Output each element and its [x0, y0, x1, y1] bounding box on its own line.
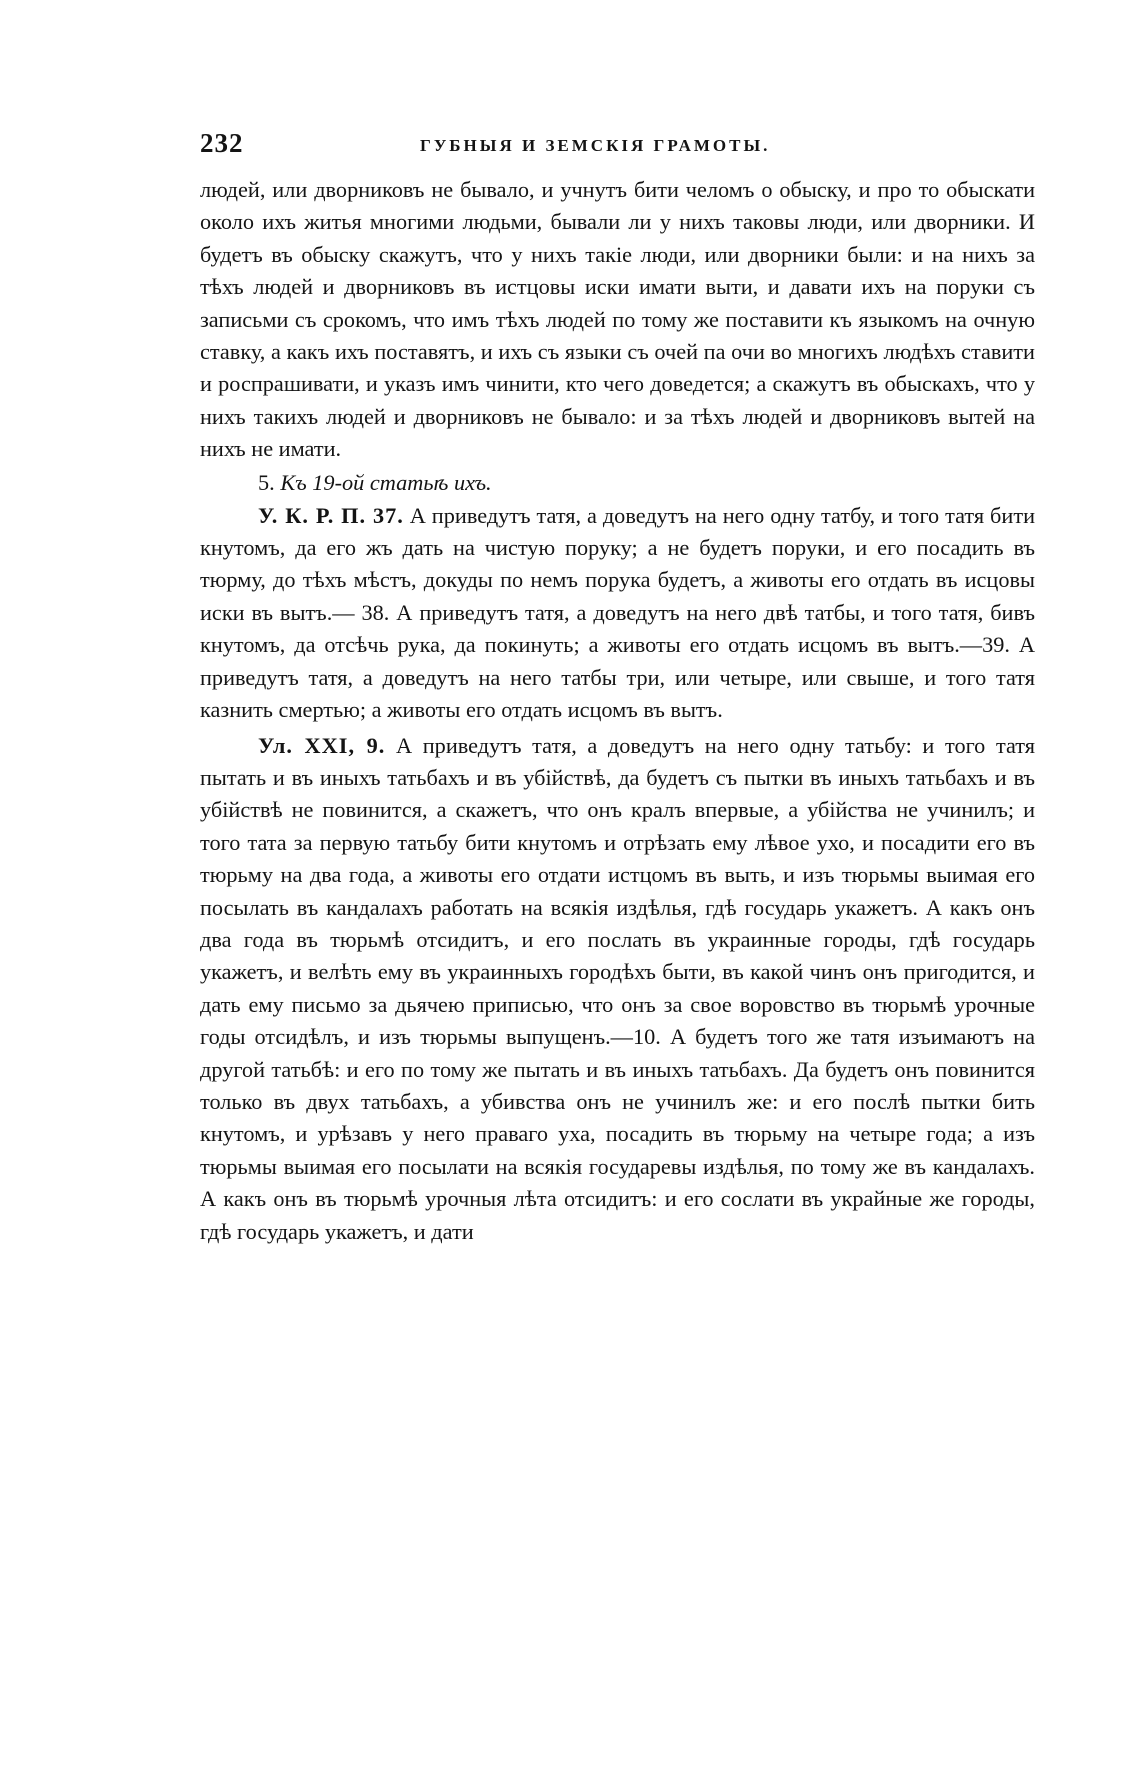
reference-ukrp: У. К. Р. П. 37. [258, 502, 404, 528]
paragraph-ukrp [200, 500, 1035, 727]
page-header [200, 128, 1035, 168]
book-page [200, 128, 1035, 1248]
paragraph-continuation: людей, или дворниковъ не бывало, и учнутъ бити челомъ о обыску, и про то обыскати около ихъ житья многими людьми, бывали ли у нихъ таковы люди, или дворники. И будетъ въ обыску скажутъ, что у нихъ такіе люди, или дворники были: и на нихъ за тѣхъ людей и дворниковъ въ истцовы иски имати выти, и давати ихъ на поруки съ записьми съ срокомъ, что имъ тѣхъ людей по тому же поставити къ языкомъ на очную ставку, а какъ ихъ поставятъ, и ихъ съ языки съ очей па очи во многихъ людѣхъ ставити и роспрашивати, и указъ имъ чинити, кто чего доведется; а скажутъ въ обыскахъ, что у нихъ такихъ людей и дворниковъ не бывало: и за тѣхъ людей и дворниковъ вытей на нихъ не имати. [200, 177, 1035, 462]
paragraph-ulozhenie [200, 730, 1035, 1249]
paragraph-ukrp-text: А приведутъ татя, а доведутъ на него одну татбу, и того татя бити кнутомъ, да его жъ дать на чистую поруку; а не будетъ поруки, и его посадить въ тюрму, до тѣхъ мѣстъ, докуды по немъ порука будетъ, а животы его отдать въ исцовы иски въ вытъ.— 38. А приведутъ татя, а доведутъ на него двѣ татбы, и того татя, бивъ кнутомъ, да отсѣчь рука, да покинуть; а животы его отдать исцомъ въ вытъ.—39. А приведутъ татя, а доведутъ на него татбы три, или четыре, или свыше, и того татя казнить смертью; а животы его отдать исцомъ въ вытъ. [200, 502, 1035, 723]
paragraph-ulozhenie-text: А приведутъ татя, а доведутъ на него одну татьбу: и того татя пытать и въ иныхъ татьбахъ и въ убійствѣ, да будетъ съ пытки въ иныхъ татьбахъ и въ убійствѣ не повинится, а скажетъ, что онъ кралъ впервые, а убійства не учинилъ; и того тата за первую татьбу бити кнутомъ и отрѣзать ему лѣвое ухо, и посадити его въ тюрьму на два года, а животы его отдати истцомъ въ выть, и изъ тюрьмы выимая его посылать въ кандалахъ работать на всякія издѣлья, гдѣ государь укажетъ. А какъ онъ два года въ тюрьмѣ отсидитъ, и его послать въ украинные городы, гдѣ государь укажетъ, и велѣть ему въ украинныхъ городѣхъ быти, въ какой чинъ онъ пригодится, и дать ему письмо за дьячею приписью, что онъ за свое воровство въ тюрьмѣ урочные годы отсидѣлъ, и изъ тюрьмы выпущенъ.—10. А будетъ того же татя изъимаютъ на другой татьбѣ: и его по тому же пытать и въ иныхъ татьбахъ. Да будетъ онъ повинится только въ двух татьбахъ, а убивства онъ не учинилъ же: и его послѣ пытки бить кнутомъ, и урѣзавъ у него праваго уха, посадить въ тюрьму на четыре года; а изъ тюрьмы выимая его посылати на всякія государевы издѣлья, по тому же въ кандалахъ. А какъ онъ въ тюрьмѣ урочныя лѣта отсидитъ: и его сослати въ украйные же городы, гдѣ государь укажетъ, и дати [200, 732, 1036, 1244]
reference-ulozhenie: Ул. XXI, 9. [258, 732, 386, 758]
section-heading [200, 466, 1035, 500]
section-number: 5. [258, 469, 275, 495]
page-number: 232 [200, 128, 244, 158]
running-title: ГУБНЫЯ И ЗЕМСКІЯ ГРАМОТЫ. [420, 136, 771, 155]
section-title: Къ 19-ой статьѣ ихъ. [280, 469, 492, 495]
